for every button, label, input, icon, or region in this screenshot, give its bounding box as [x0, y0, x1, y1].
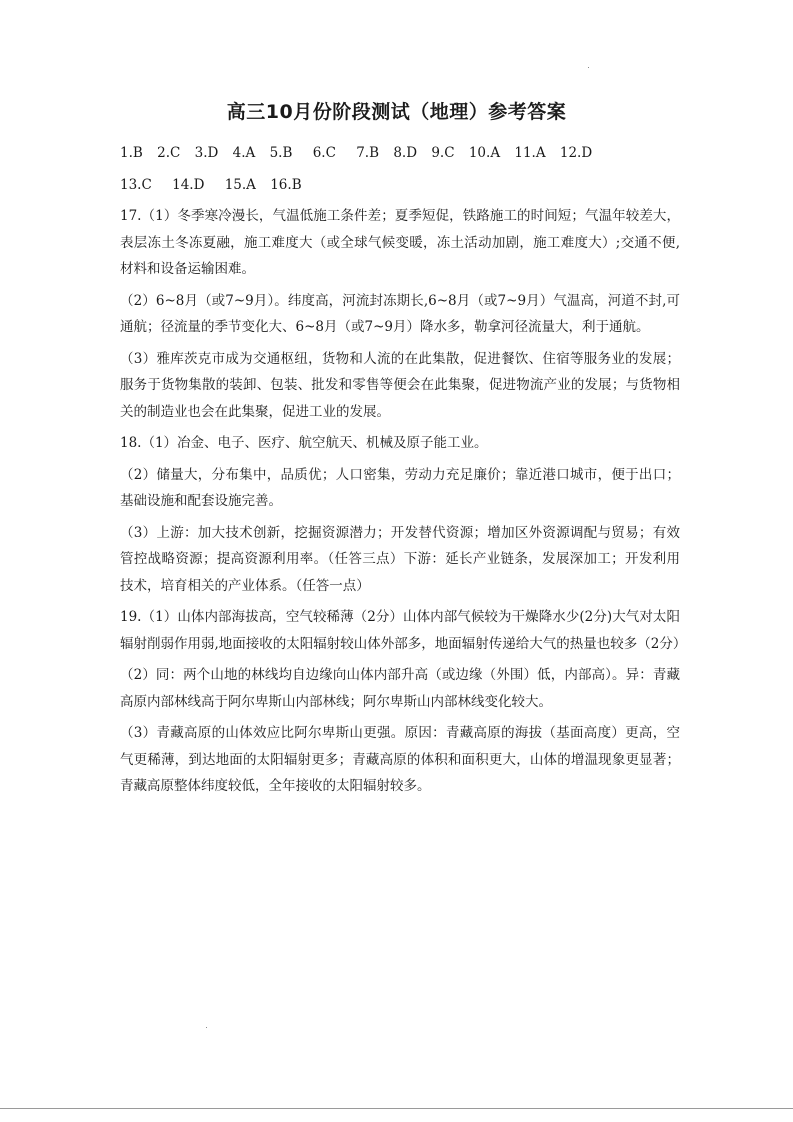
- answer-19-1: 19.（1）山体内部海拔高，空气较稀薄（2分）山体内部气候较为干燥降水少(2分)大气对太阳辐射削弱作用弱,地面接收的太阳辐射较山体外部多，地面辐射传递给大气的热量也较多（2分）: [120, 609, 687, 652]
- answer-17-1: 17.（1）冬季寒冷漫长，气温低施工条件差；夏季短促，铁路施工的时间短；气温年较差大，表层冻土冬冻夏融，施工难度大（或全球气候变暖，冻土活动加剧，施工难度大）;交通不便,材料和设备运输困难。: [120, 208, 680, 277]
- answers-row-1: [120, 140, 680, 167]
- page-speck: [206, 1027, 207, 1028]
- page-title: 高三10月份阶段测试（地理）参考答案: [226, 101, 567, 123]
- answer-18-3: （3）上游：加大技术创新，挖掘资源潜力；开发替代资源；增加区外资源调配与贸易；有效管控战略资源；提高资源利用率。（任答三点）下游：延长产业链条，发展深加工；开发利用技术，培育相关的产业体系。（任答一点）: [120, 524, 680, 594]
- answer-18-2: （2）储量大，分布集中，品质优；人口密集，劳动力充足廉价；靠近港口城市，便于出口；基础设施和配套设施完善。: [120, 466, 680, 509]
- answer-item: 1.B: [120, 145, 143, 161]
- answer-item: 7.B: [356, 145, 380, 161]
- answer-item: 3.D: [194, 145, 219, 161]
- answer-18-1: 18.（1）冶金、电子、医疗、航空航天、机械及原子能工业。: [120, 435, 488, 451]
- answer-19-2: （2）同：两个山地的林线均自边缘向山体内部升高（或边缘（外围）低，内部高）。异：青藏高原内部林线高于阿尔卑斯山内部林线；阿尔卑斯山内部林线变化较大。: [120, 667, 680, 710]
- answer-item: 6.C: [312, 145, 336, 161]
- answer-item: 13.C: [120, 176, 152, 193]
- answer-item: 9.C: [431, 145, 455, 161]
- answer-17-2: （2）6~8月（或7~9月）。纬度高，河流封冻期长,6~8月（或7~9月）气温高，河道不封,可通航；径流量的季节变化大、6~8月（或7~9月）降水多，勒拿河径流量大，利于通航。: [120, 292, 680, 335]
- answer-item: 11.A: [514, 145, 546, 161]
- page-speck: [588, 67, 589, 68]
- answers-row-2: [120, 172, 680, 199]
- answer-item: 16.B: [270, 176, 302, 193]
- answer-item: 12.D: [559, 145, 593, 161]
- answer-item: 5.B: [269, 145, 293, 161]
- answer-17-3: （3）雅库茨克市成为交通枢纽，货物和人流的在此集散，促进餐饮、住宿等服务业的发展；服务于货物集散的装卸、包装、批发和零售等便会在此集聚，促进物流产业的发展；与货物相关的制造业也会在此集聚，促进工业的发展。: [120, 350, 680, 420]
- page-bottom-rule: [0, 1108, 793, 1109]
- answer-item: 8.D: [393, 145, 418, 161]
- answer-19-3: （3）青藏高原的山体效应比阿尔卑斯山更强。原因：青藏高原的海拔（基面高度）更高，空气更稀薄，到达地面的太阳辐射更多；青藏高原的体积和面积更大，山体的增温现象更显著；青藏高原整体纬度较低，全年接收的太阳辐射较多。: [120, 725, 680, 794]
- answer-item: 2.C: [157, 145, 181, 161]
- answer-content: [120, 140, 687, 805]
- answer-item: 15.A: [224, 176, 256, 193]
- answer-item: 10.A: [468, 145, 501, 161]
- answer-item: 14.D: [172, 176, 205, 193]
- answer-item: 4.A: [232, 145, 256, 161]
